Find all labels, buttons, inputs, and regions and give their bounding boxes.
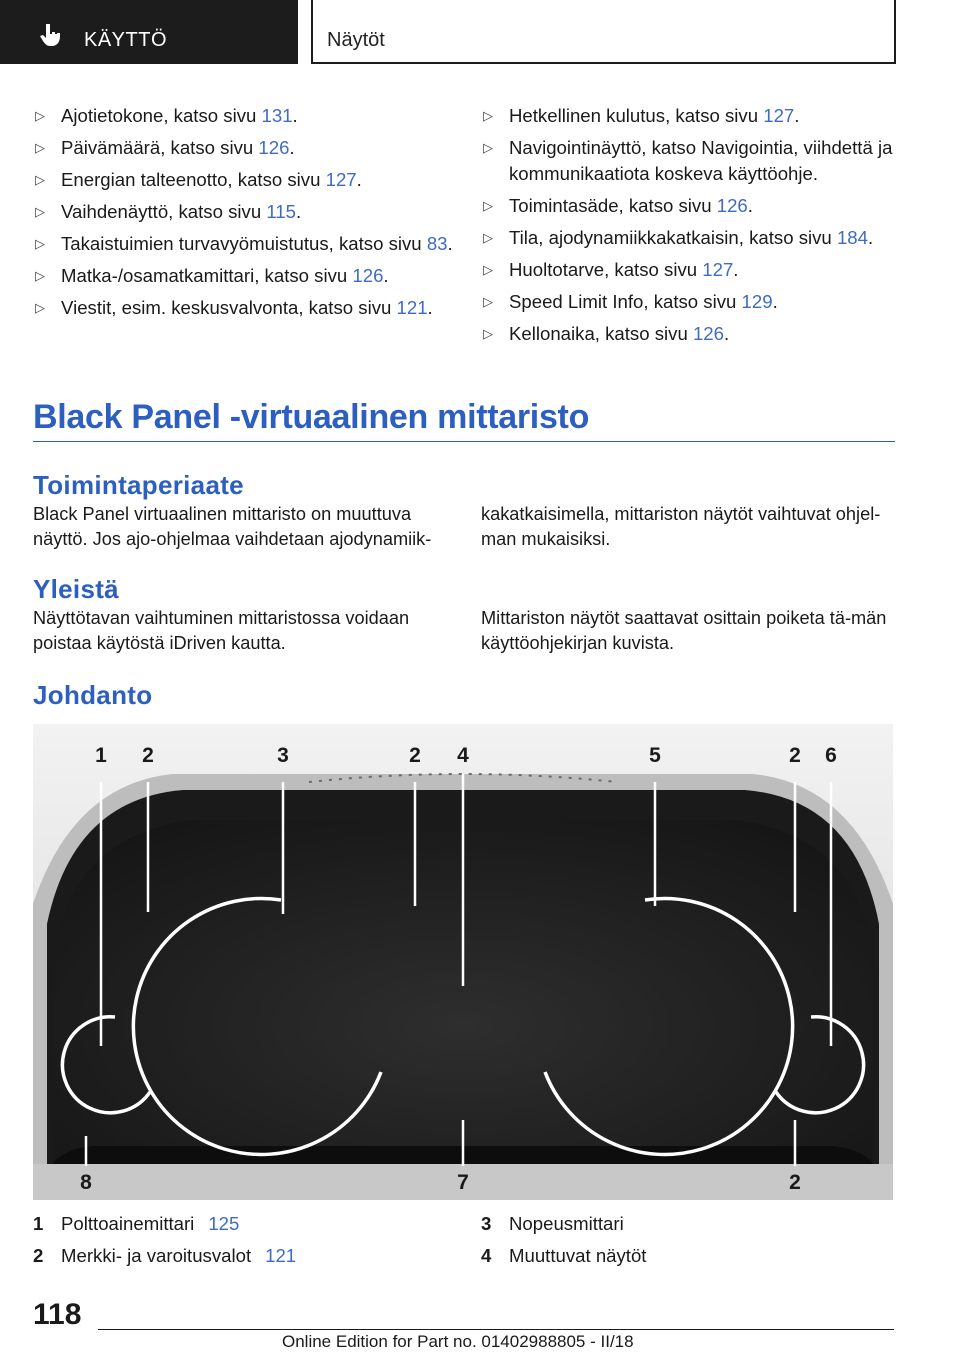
legend-row <box>481 1208 901 1240</box>
callout-label: 5 <box>649 744 661 767</box>
list-item <box>481 257 901 283</box>
list-item-text: Toimintasäde, katso sivu <box>509 195 717 216</box>
page-link[interactable]: 127 <box>763 105 795 126</box>
list-item <box>481 289 901 315</box>
callout-label: 2 <box>409 744 421 767</box>
list-item-text: Matka-/osamatkamittari, katso sivu <box>61 265 353 286</box>
list-item-text: Navigointinäyttö, katso Navigointia, viihdettä ja kommunikaatiota koskeva käyttöohje. <box>509 137 893 184</box>
callout-label: 2 <box>789 744 801 767</box>
triangle-bullet-icon: ▷ <box>483 262 493 277</box>
list-item <box>481 135 901 187</box>
section-tab <box>0 0 298 64</box>
legend-text: Merkki- ja varoitusvalot <box>61 1245 252 1266</box>
triangle-bullet-icon: ▷ <box>483 108 493 123</box>
page-link[interactable]: 121 <box>396 297 428 318</box>
legend-text: Muuttuvat näytöt <box>509 1245 647 1266</box>
list-item <box>481 321 901 347</box>
list-item-text: Päivämäärä, katso sivu <box>61 137 259 158</box>
legend-row <box>481 1240 901 1272</box>
display-list-left <box>33 103 453 327</box>
list-item-punct: . <box>733 259 739 280</box>
list-item-punct: . <box>289 137 295 158</box>
page-link[interactable]: 129 <box>741 291 773 312</box>
triangle-bullet-icon: ▷ <box>35 172 45 187</box>
list-item-punct: . <box>292 105 298 126</box>
page-link[interactable]: 184 <box>836 227 868 248</box>
list-item-punct: . <box>747 195 753 216</box>
triangle-bullet-icon: ▷ <box>483 326 493 341</box>
paragraph-toimintaperiaate-right: kakatkaisimella, mittariston näytöt vaihtuvat ohjel-man mukaisiksi. <box>481 504 881 549</box>
list-item-text: Hetkellinen kulutus, katso sivu <box>509 105 764 126</box>
list-item <box>33 135 453 161</box>
page-link[interactable]: 127 <box>325 169 357 190</box>
page-link[interactable]: 126 <box>258 137 290 158</box>
triangle-bullet-icon: ▷ <box>35 268 45 283</box>
legend-text-wrap <box>61 1208 239 1240</box>
section-title: KÄYTTÖ <box>84 29 168 51</box>
instrument-cluster-figure <box>33 724 893 1200</box>
legend-row <box>33 1240 453 1272</box>
callout-label: 2 <box>789 1171 801 1194</box>
list-item <box>481 193 901 219</box>
figure-legend-left <box>33 1208 453 1272</box>
legend-text: Polttoainemittari <box>61 1213 195 1234</box>
list-item-text: Takaistuimien turvavyömuistutus, katso sivu <box>61 233 427 254</box>
list-item-text: Speed Limit Info, katso sivu <box>509 291 742 312</box>
list-item-text: Tila, ajodynamiikkakatkaisin, katso sivu <box>509 227 837 248</box>
page-link[interactable]: 126 <box>692 323 724 344</box>
legend-number: 3 <box>481 1213 492 1234</box>
callout-label: 6 <box>825 744 837 767</box>
list-item-text: Energian talteenotto, katso sivu <box>61 169 326 190</box>
legend-row <box>33 1208 453 1240</box>
list-item-punct: . <box>447 233 453 254</box>
list-item-punct: . <box>867 227 874 248</box>
list-item-text: Ajotietokone, katso sivu <box>61 105 262 126</box>
triangle-bullet-icon: ▷ <box>35 140 45 155</box>
legend-number: 1 <box>33 1213 44 1234</box>
legend-page-link[interactable]: 121 <box>265 1245 297 1266</box>
list-item-text: Huoltotarve, katso sivu <box>509 259 703 280</box>
legend-text: Nopeusmittari <box>509 1213 624 1234</box>
footer-edition: Online Edition for Part no. 01402988805 - II/18 <box>282 1332 634 1351</box>
hand-touch-icon <box>38 22 64 48</box>
paragraph-yleista-left: Näyttötavan vaihtuminen mittaristossa voidaan poistaa käytöstä iDriven kautta. <box>33 608 410 653</box>
triangle-bullet-icon: ▷ <box>35 108 45 123</box>
heading-toimintaperiaate: Toimintaperiaate <box>33 470 244 500</box>
page-link[interactable]: 127 <box>702 259 734 280</box>
heading-yleista: Yleistä <box>33 574 119 604</box>
list-item <box>33 263 453 289</box>
page-link[interactable]: 115 <box>266 201 296 222</box>
list-item-punct: . <box>383 265 389 286</box>
list-item <box>481 103 901 129</box>
list-item-punct: . <box>772 291 778 312</box>
list-item-text: Vaihdenäyttö, katso sivu <box>61 201 267 222</box>
callout-label: 1 <box>95 744 107 767</box>
legend-page-link[interactable]: 125 <box>208 1213 240 1234</box>
list-item <box>33 199 453 225</box>
display-list-right <box>481 103 901 353</box>
page-link[interactable]: 126 <box>716 195 748 216</box>
callout-label: 3 <box>277 744 289 767</box>
triangle-bullet-icon: ▷ <box>483 230 493 245</box>
list-item <box>33 231 453 257</box>
page-number: 118 <box>33 1298 82 1331</box>
callout-label: 7 <box>457 1171 469 1194</box>
callout-label: 2 <box>142 744 154 767</box>
heading-johdanto: Johdanto <box>33 680 153 710</box>
legend-text-wrap <box>509 1240 646 1272</box>
triangle-bullet-icon: ▷ <box>483 140 493 155</box>
list-item-punct: . <box>794 105 800 126</box>
legend-text-wrap <box>61 1240 296 1272</box>
page-link[interactable]: 131 <box>261 105 293 126</box>
legend-number: 4 <box>481 1245 492 1266</box>
callout-label: 4 <box>457 744 469 767</box>
paragraph-yleista-right: Mittariston näytöt saattavat osittain poiketa tä-män käyttöohjekirjan kuvista. <box>481 608 887 653</box>
triangle-bullet-icon: ▷ <box>35 236 45 251</box>
list-item-text: Kellonaika, katso sivu <box>509 323 693 344</box>
triangle-bullet-icon: ▷ <box>35 300 45 315</box>
list-item <box>33 295 453 321</box>
callout-label: 8 <box>80 1171 92 1194</box>
list-item <box>33 167 453 193</box>
list-item-text: Viestit, esim. keskusvalvonta, katso sivu <box>61 297 397 318</box>
triangle-bullet-icon: ▷ <box>483 198 493 213</box>
page-link[interactable]: 83 <box>426 233 448 254</box>
legend-text-wrap <box>509 1208 624 1240</box>
list-item <box>481 225 901 251</box>
chapter-box <box>311 0 896 64</box>
legend-number: 2 <box>33 1245 44 1266</box>
page-link[interactable]: 126 <box>352 265 384 286</box>
list-item <box>33 103 453 129</box>
page-title: Black Panel -virtuaalinen mittaristo <box>33 398 895 442</box>
list-item-punct: . <box>296 201 302 222</box>
list-item-punct: . <box>427 297 433 318</box>
footer-divider <box>98 1329 894 1330</box>
chapter-title: Näytöt <box>327 29 385 51</box>
figure-legend-right <box>481 1208 901 1272</box>
triangle-bullet-icon: ▷ <box>35 204 45 219</box>
triangle-bullet-icon: ▷ <box>483 294 493 309</box>
list-item-punct: . <box>724 323 730 344</box>
list-item-punct: . <box>356 169 362 190</box>
paragraph-toimintaperiaate-left: Black Panel virtuaalinen mittaristo on muuttuva näyttö. Jos ajo-ohjelmaa vaihdetaan ajodynamiik- <box>33 504 432 549</box>
